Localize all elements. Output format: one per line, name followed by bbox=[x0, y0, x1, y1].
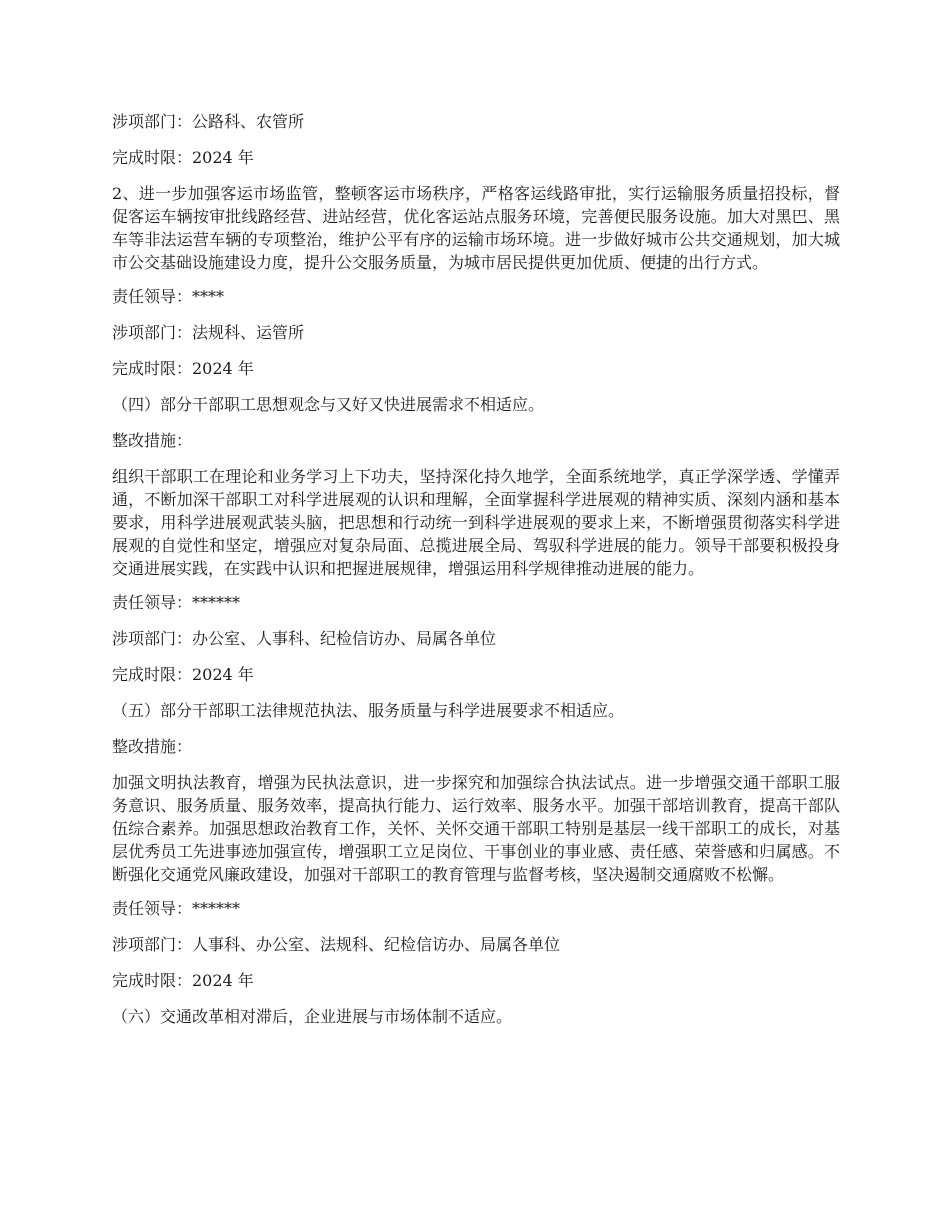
deadline-line: 完成时限：2024 年 bbox=[112, 359, 254, 378]
section-heading: （五）部分干部职工法律规范执法、服务质量与科学进展要求不相适应。 bbox=[112, 701, 625, 720]
document-page bbox=[112, 110, 840, 1041]
measures-label: 整改措施： bbox=[112, 737, 193, 756]
dept-line: 涉项部门：法规科、运管所 bbox=[112, 323, 305, 342]
leader-line: 责任领导：****** bbox=[112, 593, 241, 612]
section-heading: （六）交通改革相对滞后，企业进展与市场体制不适应。 bbox=[112, 1007, 513, 1026]
leader-line: 责任领导：**** bbox=[112, 287, 225, 306]
deadline-line: 完成时限：2024 年 bbox=[112, 148, 254, 167]
section-heading: （四）部分干部职工思想观念与又好又快进展需求不相适应。 bbox=[112, 395, 545, 414]
dept-line: 涉项部门：公路科、农管所 bbox=[112, 112, 305, 131]
deadline-line: 完成时限：2024 年 bbox=[112, 971, 254, 990]
deadline-line: 完成时限：2024 年 bbox=[112, 665, 254, 684]
dept-line: 涉项部门：人事科、办公室、法规科、纪检信访办、局属各单位 bbox=[112, 935, 561, 954]
measure-paragraph: 组织干部职工在理论和业务学习上下功夫，坚持深化持久地学，全面系统地学，真正学深学透、学懂弄通，不断加深干部职工对科学进展观的认识和理解，全面掌握科学进展观的精神实质、深刻内涵和基本要求，用科学进展观武装头脑，把思想和行动统一到科学进展观的要求上来，不断增强贯彻落实科学进展观的自觉性和坚定，增强应对复杂局面、总揽进展全局、驾驭科学进展的能力。领导干部要积极投身交通进展实践，在实践中认识和把握进展规律，增强运用科学规律推动进展的能力。 bbox=[112, 467, 840, 578]
measure-paragraph: 2、进一步加强客运市场监管，整顿客运市场秩序，严格客运线路审批，实行运输服务质量招投标，督促客运车辆按审批线路经营、进站经营，优化客运站点服务环境，完善便民服务设施。加大对黑巴、黑车等非法运营车辆的专项整治，维护公平有序的运输市场环境。进一步做好城市公共交通规划，加大城市公交基础设施建设力度，提升公交服务质量，为城市居民提供更加优质、便捷的出行方式。 bbox=[112, 184, 840, 272]
dept-line: 涉项部门：办公室、人事科、纪检信访办、局属各单位 bbox=[112, 629, 497, 648]
leader-line: 责任领导：****** bbox=[112, 899, 241, 918]
measure-paragraph: 加强文明执法教育，增强为民执法意识，进一步探究和加强综合执法试点。进一步增强交通干部职工服务意识、服务质量、服务效率，提高执行能力、运行效率、服务水平。加强干部培训教育，提高干部队伍综合素养。加强思想政治教育工作，关怀、关怀交通干部职工特别是基层一线干部职工的成长，对基层优秀员工先进事迹加强宣传，增强职工立足岗位、干事创业的事业感、责任感、荣誉感和归属感。不断强化交通党风廉政建设，加强对干部职工的教育管理与监督考核，坚决遏制交通腐败不松懈。 bbox=[112, 773, 840, 884]
measures-label: 整改措施： bbox=[112, 431, 193, 450]
